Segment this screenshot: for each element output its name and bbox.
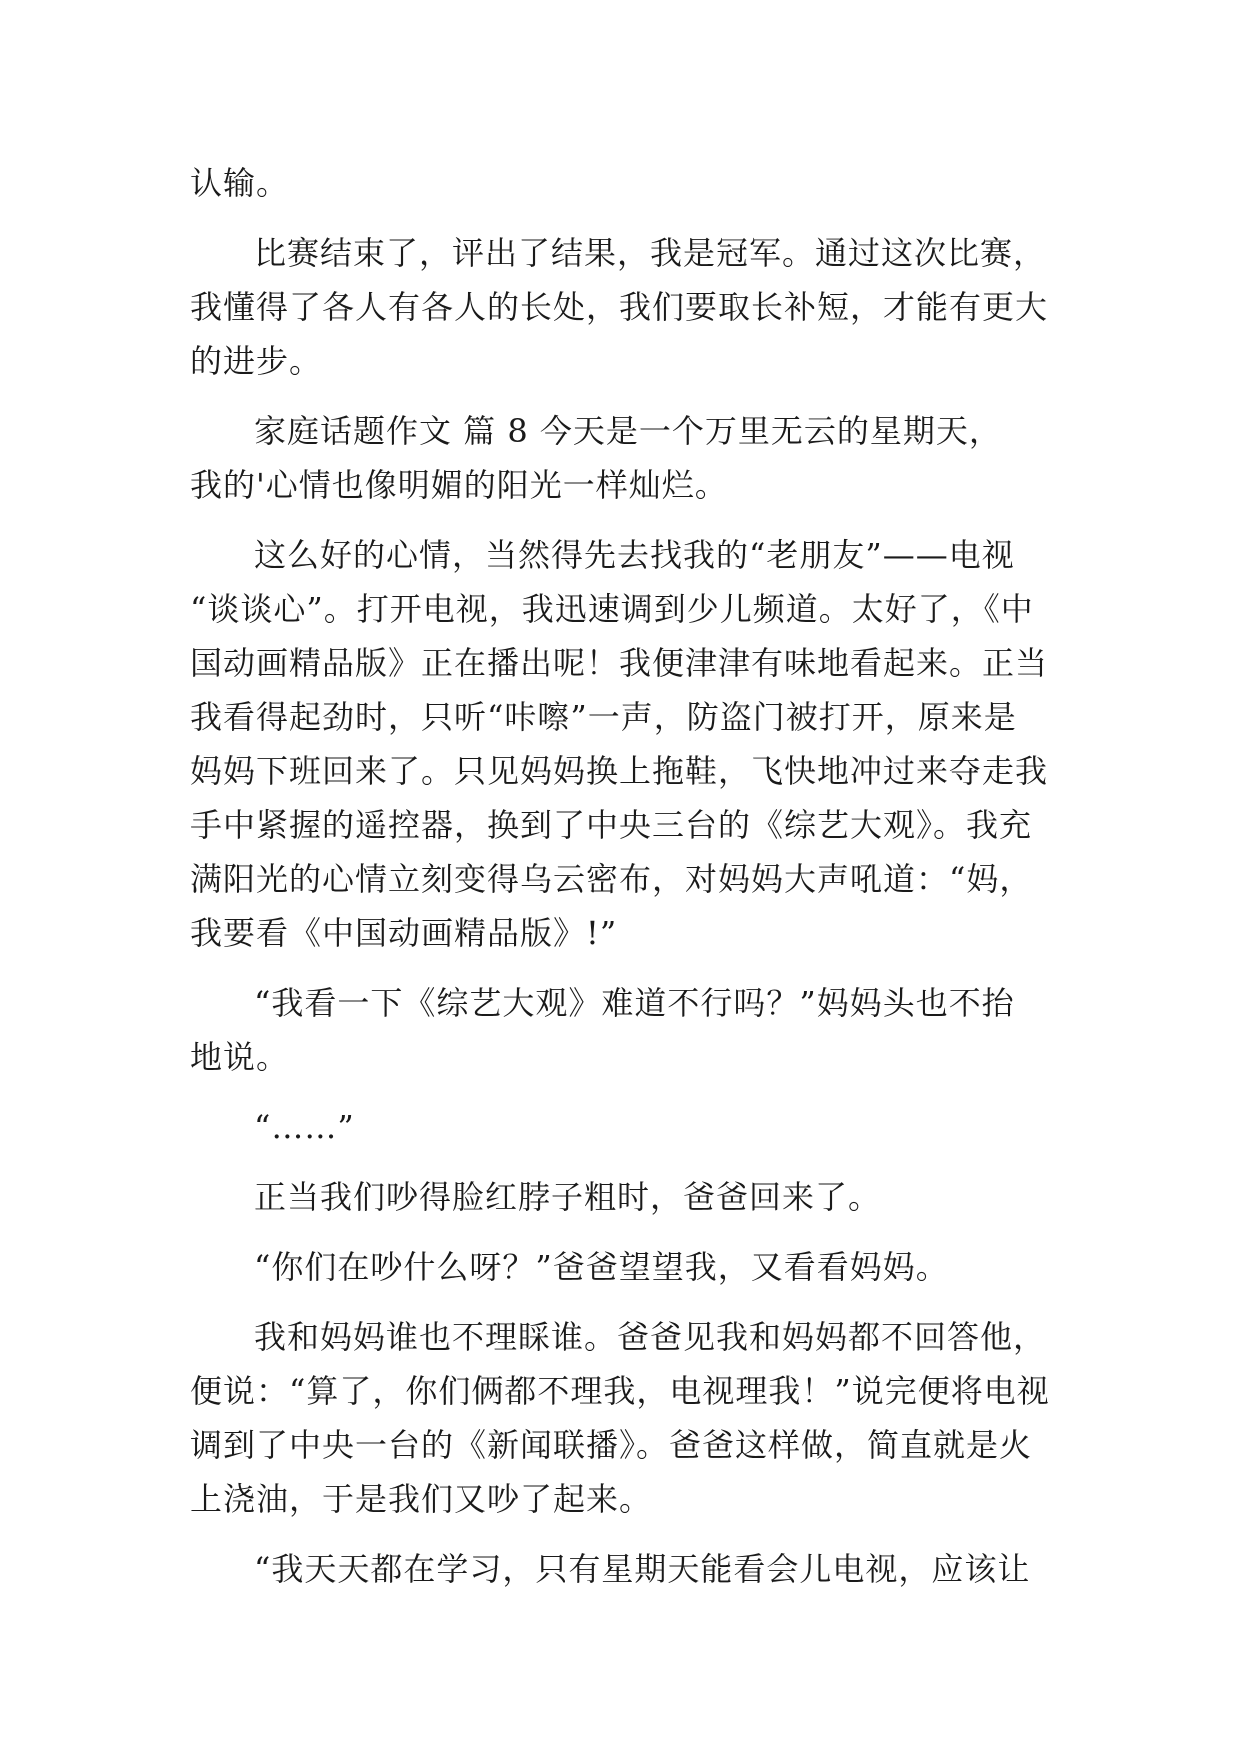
text-line-6: 我的'心情也像明媚的阳光一样灿烂。: [190, 466, 728, 504]
text-line-14: 我要看《中国动画精品版》!”: [190, 914, 618, 952]
text-line-23: 上浇油，于是我们又吵了起来。: [190, 1480, 653, 1518]
text-line-17: “……”: [254, 1108, 355, 1146]
text-line-20: 我和妈妈谁也不理睬谁。爸爸见我和妈妈都不回答他，: [254, 1318, 1047, 1356]
text-line-19: “你们在吵什么呀？”爸爸望望我，又看看妈妈。: [254, 1248, 949, 1286]
text-line-8: “谈谈心”。打开电视，我迅速调到少儿频道。太好了，《中: [190, 590, 1034, 628]
text-line-18: 正当我们吵得脸红脖子粗时，爸爸回来了。: [254, 1178, 882, 1216]
text-line-13: 满阳光的心情立刻变得乌云密布，对妈妈大声吼道：“妈，: [190, 860, 1033, 898]
text-line-7: 这么好的心情，当然得先去找我的“老朋友”——电视: [254, 536, 1015, 574]
text-line-24: “我天天都在学习，只有星期天能看会儿电视，应该让: [254, 1550, 1031, 1588]
text-line-21: 便说：“算了，你们俩都不理我，电视理我！”说完便将电视: [190, 1372, 1050, 1410]
text-line-11: 妈妈下班回来了。只见妈妈换上拖鞋，飞快地冲过来夺走我: [190, 752, 1049, 790]
text-line-5: 家庭话题作文 篇 8 今天是一个万里无云的星期天，: [254, 412, 1002, 450]
text-line-1: 认输。: [190, 164, 290, 202]
text-line-4: 的进步。: [190, 342, 323, 380]
text-line-16: 地说。: [190, 1038, 290, 1076]
text-line-3: 我懂得了各人有各人的长处，我们要取长补短，才能有更大: [190, 288, 1049, 326]
text-line-10: 我看得起劲时，只听“咔嚓”一声，防盗门被打开，原来是: [190, 698, 1017, 736]
text-line-9: 国动画精品版》正在播出呢！我便津津有味地看起来。正当: [190, 644, 1049, 682]
text-line-22: 调到了中央一台的《新闻联播》。爸爸这样做，简直就是火: [190, 1426, 1033, 1464]
text-line-12: 手中紧握的遥控器，换到了中央三台的《综艺大观》。我充: [190, 806, 1033, 844]
text-line-15: “我看一下《综艺大观》难道不行吗？”妈妈头也不抬: [254, 984, 1015, 1022]
text-line-2: 比赛结束了，评出了结果，我是冠军。通过这次比赛，: [254, 234, 1047, 272]
